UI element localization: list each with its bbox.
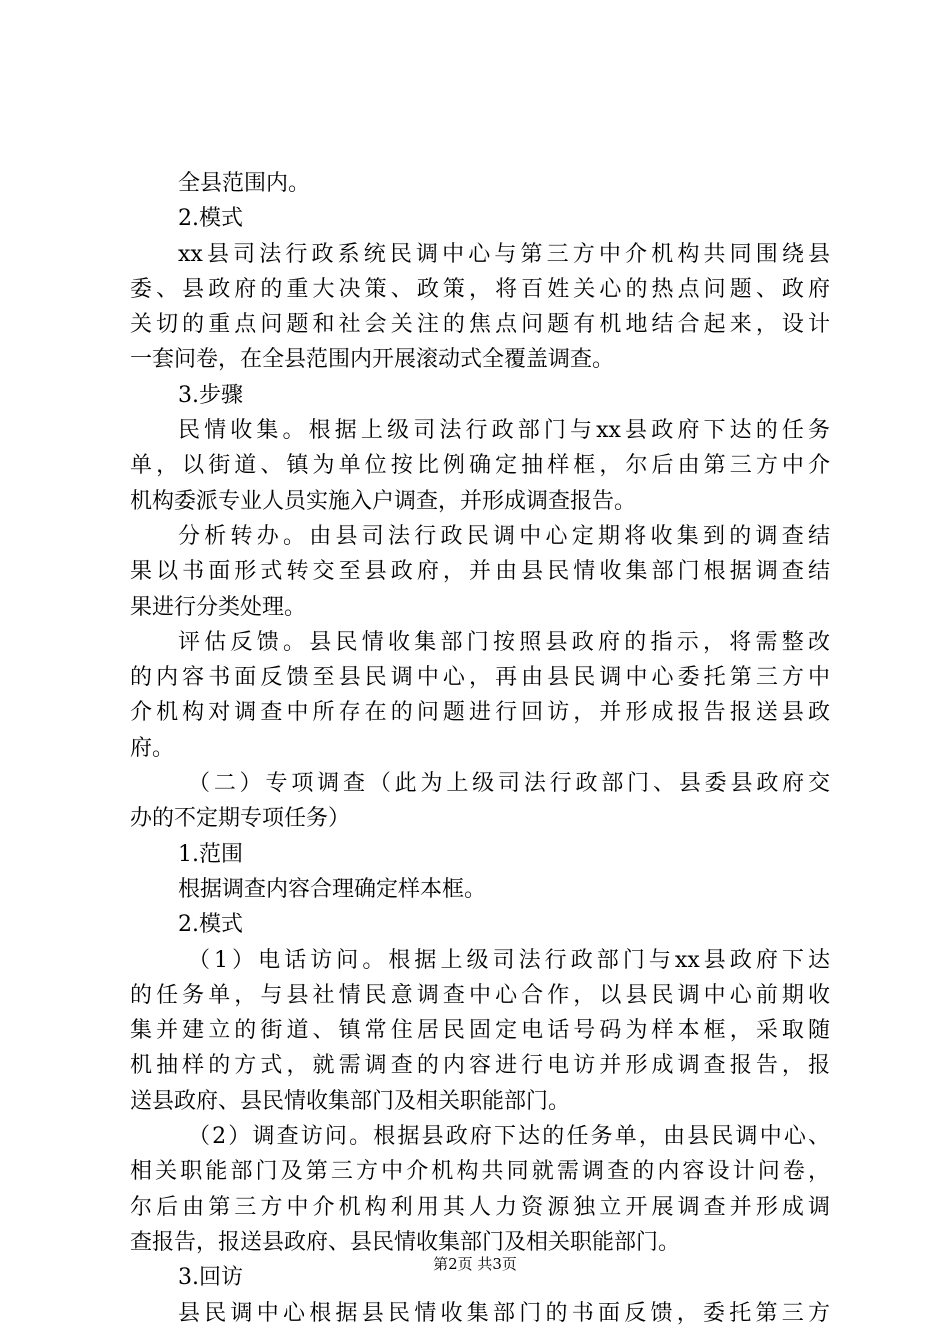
text-line: 果进行分类处理。 [130, 594, 307, 620]
text-line: 集并建立的街道、镇常住居民固定电话号码为样本框，采取随 [130, 1018, 830, 1044]
text-line: xx县司法行政系统民调中心与第三方中介机构共同围绕县 [178, 241, 830, 267]
text-line: 办的不定期专项任务） [130, 806, 351, 832]
text-line: 尔后由第三方中介机构利用其人力资源独立开展调查并形成调 [130, 1194, 830, 1220]
section-heading: 2.模式 [178, 206, 243, 232]
section-heading: 3.回访 [178, 1265, 243, 1291]
page-number-footer: 第2页 共3页 [433, 1255, 517, 1273]
section-heading: 2.模式 [178, 912, 243, 938]
text-line: 机抽样的方式，就需调查的内容进行电访并形成调查报告，报 [130, 1053, 830, 1079]
text-line: 相关职能部门及第三方中介机构共同就需调查的内容设计问卷， [130, 1159, 830, 1185]
text-line: 的任务单，与县社情民意调查中心合作，以县民调中心前期收 [130, 982, 830, 1008]
text-line: 根据调查内容合理确定样本框。 [178, 876, 487, 902]
subsection-heading: （二）专项调查（此为上级司法行政部门、县委县政府交 [188, 771, 830, 797]
text-line: 委、县政府的重大决策、政策，将百姓关心的热点问题、政府 [130, 276, 830, 302]
document-body [130, 166, 830, 1331]
text-line: 查报告，报送县政府、县民情收集部门及相关职能部门。 [130, 1229, 681, 1255]
text-line: （1）电话访问。根据上级司法行政部门与xx县政府下达 [188, 947, 830, 973]
text-line: 全县范围内。 [178, 171, 311, 196]
text-line: 分析转办。由县司法行政民调中心定期将收集到的调查结 [178, 523, 830, 549]
text-line: 一套问卷，在全县范围内开展滚动式全覆盖调查。 [130, 347, 615, 373]
text-line: 果以书面形式转交至县政府，并由县民情收集部门根据调查结 [130, 559, 830, 585]
text-line: 的内容书面反馈至县民调中心，再由县民调中心委托第三方中 [130, 665, 830, 691]
text-line: 民情收集。根据上级司法行政部门与xx县政府下达的任务 [178, 418, 830, 444]
section-heading: 3.步骤 [178, 382, 243, 408]
section-heading: 1.范围 [178, 841, 243, 867]
text-line: 关切的重点问题和社会关注的焦点问题有机地结合起来，设计 [130, 312, 830, 338]
text-line: 介机构对调查中所存在的问题进行回访，并形成报告报送县政 [130, 700, 830, 726]
text-line: 评估反馈。县民情收集部门按照县政府的指示，将需整改 [178, 629, 830, 655]
text-line: 府。 [130, 735, 175, 761]
text-line: 县民调中心根据县民情收集部门的书面反馈，委托第三方 [178, 1300, 830, 1326]
text-line: 机构委派专业人员实施入户调查，并形成调查报告。 [130, 488, 637, 514]
text-line: （2）调查访问。根据县政府下达的任务单，由县民调中心、 [188, 1124, 830, 1150]
text-line: 单，以街道、镇为单位按比例确定抽样框，尔后由第三方中介 [130, 453, 830, 479]
text-line: 送县政府、县民情收集部门及相关职能部门。 [130, 1088, 571, 1114]
